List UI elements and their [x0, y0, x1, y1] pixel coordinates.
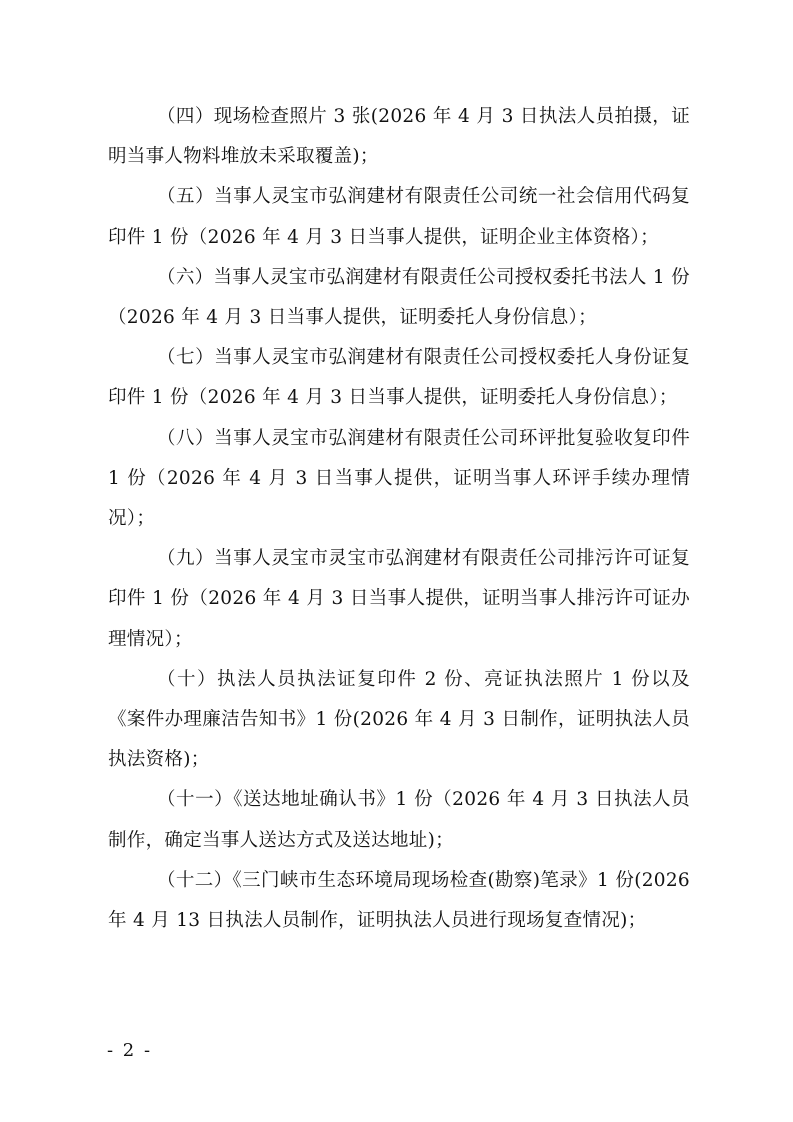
evidence-item-5: （五）当事人灵宝市弘润建材有限责任公司统一社会信用代码复印件 1 份（2026 年 4 月 3 日当事人提供，证明企业主体资格）；: [108, 186, 690, 248]
evidence-item-7: （七）当事人灵宝市弘润建材有限责任公司授权委托人身份证复印件 1 份（2026 年 4 月 3 日当事人提供，证明委托人身份信息）；: [108, 347, 690, 409]
evidence-item-10: （十）执法人员执法证复印件 2 份、亮证执法照片 1 份以及《案件办理廉洁告知书》1 份(2026 年 4 月 3 日制作，证明执法人员执法资格)；: [108, 668, 690, 771]
evidence-item-11: （十一）《送达地址确认书》1 份（2026 年 4 月 3 日执法人员制作，确定当事人送达方式及送达地址)；: [108, 789, 690, 851]
evidence-item-6: （六）当事人灵宝市弘润建材有限责任公司授权委托书法人 1 份（2026 年 4 月 3 日当事人提供，证明委托人身份信息）；: [108, 266, 690, 329]
page-number: - 2 -: [107, 1040, 153, 1061]
evidence-item-8: （八）当事人灵宝市弘润建材有限责任公司环评批复验收复印件 1 份（2026 年 4 月 3 日当事人提供，证明当事人环评手续办理情况）；: [108, 427, 690, 530]
evidence-item-9: （九）当事人灵宝市灵宝市弘润建材有限责任公司排污许可证复印件 1 份（2026 年 4 月 3 日当事人提供，证明当事人排污许可证办理情况）；: [108, 548, 690, 650]
evidence-item-12: （十二）《三门峡市生态环境局现场检查(勘察)笔录》1 份(2026 年 4 月 13 日执法人员制作，证明执法人员进行现场复查情况)；: [108, 869, 690, 932]
evidence-item-4: （四）现场检查照片 3 张(2026 年 4 月 3 日执法人员拍摄，证明当事人物料堆放未采取覆盖)；: [108, 106, 690, 168]
document-body: [108, 97, 690, 941]
